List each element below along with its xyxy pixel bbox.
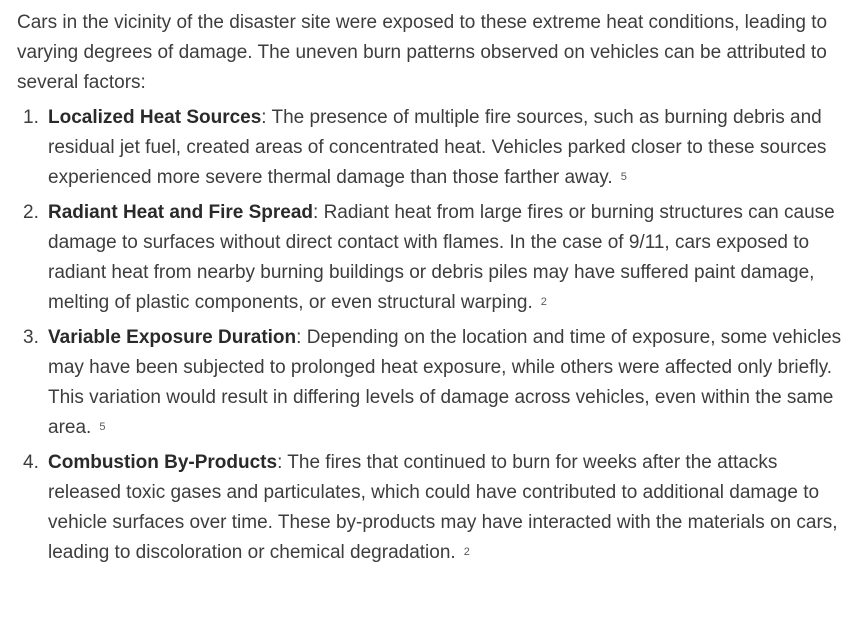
list-number: 2. [23,202,39,223]
citation-link[interactable]: 5 [620,171,627,183]
list-number: 1. [23,107,39,128]
list-item [17,103,855,193]
intro-paragraph: Cars in the vicinity of the disaster site were exposed to these extreme heat conditions, leading to varying degrees of damage. The uneven burn patterns observed on vehicles can be attributed to several factors: [17,12,828,93]
factor-title: Localized Heat Sources [48,107,262,128]
factor-title: Radiant Heat and Fire Spread [48,202,314,223]
citation-link[interactable]: 5 [99,421,106,433]
factor-title: Combustion By-Products [48,452,278,473]
factor-text: : Depending on the location and time of exposure, some vehicles may have been subjected to prolonged heat exposure, while others were affected only briefly. This variation would result in differing levels of damage across vehicles, even within the same area. [48,327,842,438]
list-item [17,448,855,568]
factor-text: : The presence of multiple fire sources, such as burning debris and residual jet fuel, created areas of concentrated heat. Vehicles parked closer to these sources experienced more severe thermal damage than those farther away. [48,107,827,188]
factor-text: : The fires that continued to burn for weeks after the attacks released toxic gases and particulates, which could have contributed to additional damage to vehicle surfaces over time. These by-products may have interacted with the materials on cars, leading to discoloration or chemical degradation. [48,452,838,563]
list-item [17,323,855,443]
citation-link[interactable]: 2 [540,296,547,308]
citation-link[interactable]: 2 [463,546,470,558]
list-number: 3. [23,327,39,348]
factor-text: : Radiant heat from large fires or burning structures can cause damage to surfaces without direct contact with flames. In the case of 9/11, cars exposed to radiant heat from nearby burning buildings or debris piles may have suffered paint damage, melting of plastic components, or even structural warping. [48,202,835,313]
list-item [17,198,855,318]
factors-list [17,103,855,568]
factor-title: Variable Exposure Duration [48,327,297,348]
list-number: 4. [23,452,39,473]
